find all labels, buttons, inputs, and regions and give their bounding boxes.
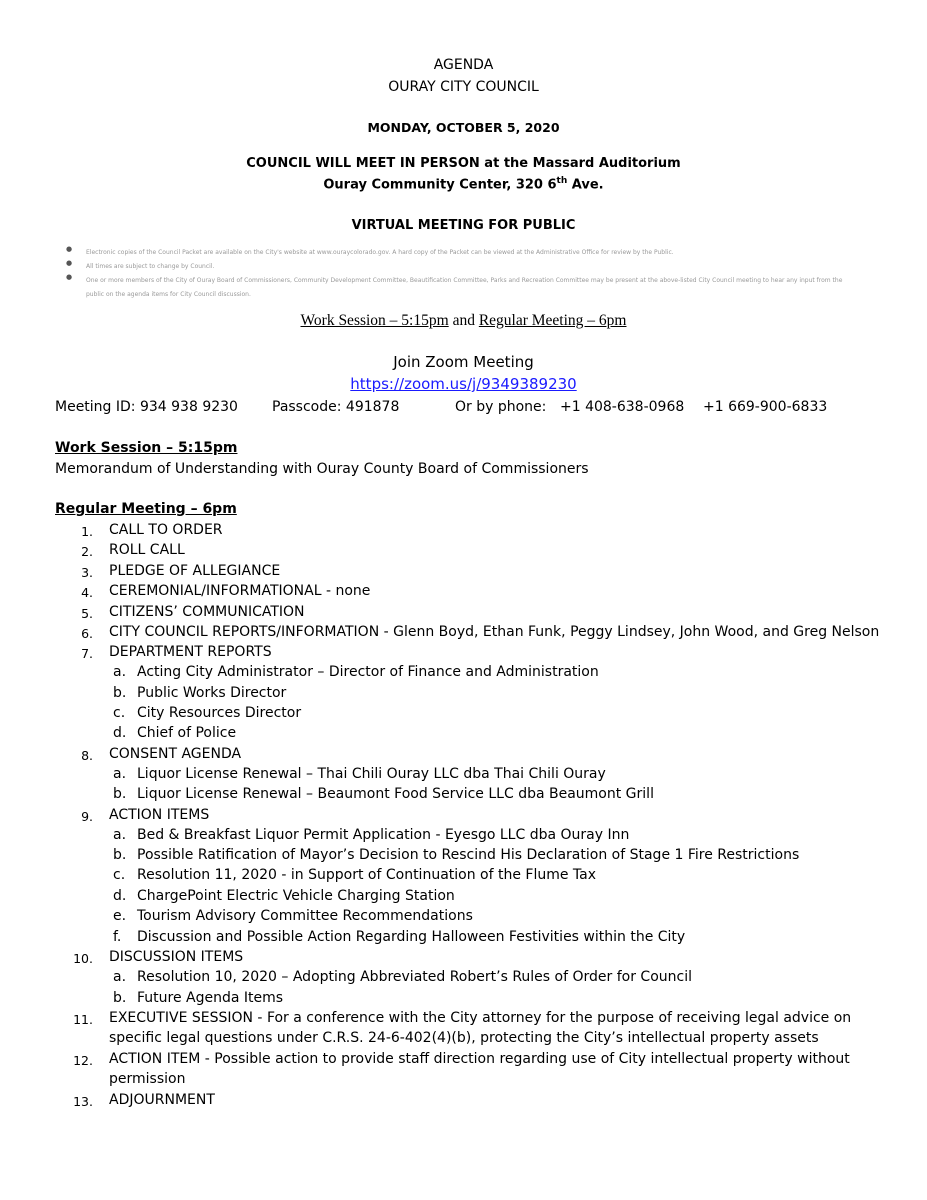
bullet-icon: ● [66,259,73,267]
sub-item: Possible Ratification of Mayor’s Decision to Rescind His Declaration of Stage 1 Fire Restrictions [137,847,800,863]
agenda-item-action-item-ip-cont: permission [109,1071,186,1087]
sub-item: Chief of Police [137,725,237,741]
phone-label: Or by phone: [455,399,547,415]
item-number: 3. [81,565,93,580]
sub-item: Liquor License Renewal – Thai Chili Ouray LLC dba Thai Chili Ouray [137,766,606,782]
sub-item: Acting City Administrator – Director of Finance and Administration [137,664,599,680]
sub-letter: c. [113,705,126,721]
sub-letter: a. [113,827,127,843]
phone-number-1: +1 408-638-0968 [560,399,685,415]
sub-letter: b. [113,685,127,701]
item-number: 2. [81,544,93,559]
sub-item: Resolution 11, 2020 - in Support of Continuation of the Flume Tax [137,867,597,883]
agenda-item-executive-session: EXECUTIVE SESSION - For a conference with the City attorney for the purpose of receiving legal advice on [109,1010,852,1026]
item-number: 1. [81,524,93,539]
sub-item: Public Works Director [137,685,287,701]
passcode: Passcode: 491878 [272,399,400,415]
sub-letter: b. [113,990,127,1006]
sub-letter: e. [113,908,127,924]
agenda-item-discussion: DISCUSSION ITEMS [109,949,244,965]
phone-number-2: +1 669-900-6833 [703,399,828,415]
sub-letter: b. [113,786,127,802]
sub-letter: a. [113,969,127,985]
fine-print-list [62,244,862,300]
sub-item: Liquor License Renewal – Beaumont Food Service LLC dba Beaumont Grill [137,786,654,802]
work-session-heading: Work Session – 5:15pm [55,440,238,456]
virtual-meeting-heading: VIRTUAL MEETING FOR PUBLIC [351,218,576,233]
agenda-item-action-items: ACTION ITEMS [109,807,210,823]
sub-item: Tourism Advisory Committee Recommendations [137,908,473,924]
agenda-item-consent: CONSENT AGENDA [109,746,242,762]
sub-letter: f. [113,929,122,945]
zoom-link-row [0,375,927,393]
sub-item: Bed & Breakfast Liquor Permit Application - Eyesgo LLC dba Ouray Inn [137,827,630,843]
sub-letter: c. [113,867,126,883]
council-title: OURAY CITY COUNCIL [388,79,539,95]
item-number: 9. [81,809,93,824]
work-session-item: Memorandum of Understanding with Ouray County Board of Commissioners [55,461,589,477]
item-number: 5. [81,606,93,621]
agenda-item-council-reports: CITY COUNCIL REPORTS/INFORMATION - Glenn Boyd, Ethan Funk, Peggy Lindsey, John Wood, and Greg Nelson [109,624,880,640]
agenda-item-ceremonial: CEREMONIAL/INFORMATIONAL - none [109,583,371,599]
regular-meeting-heading: Regular Meeting – 6pm [55,501,237,517]
item-number: 11. [73,1012,93,1027]
meeting-id: Meeting ID: 934 938 9230 [55,399,238,415]
agenda-item-department-reports: DEPARTMENT REPORTS [109,644,272,660]
item-number: 12. [73,1053,93,1068]
fine-print-item: ● One or more members of the City of Ouray Board of Commissioners, Community Development Committee, Beautification Committee, Parks and Recreation Committee may be present at the above-listed City Council meeting to hear any input from the public on the agenda items for City Council discussion. [66,273,843,298]
agenda-item-adjournment: ADJOURNMENT [109,1092,215,1108]
sub-item: Future Agenda Items [137,990,284,1006]
item-number: 7. [81,646,93,661]
item-number: 4. [81,585,93,600]
sessions-heading: Work Session – 5:15pm and Regular Meeting – 6pm [300,312,627,329]
sub-item: City Resources Director [137,705,302,721]
sub-letter: a. [113,766,127,782]
sub-letter: a. [113,664,127,680]
sub-letter: b. [113,847,127,863]
sub-item: Resolution 10, 2020 – Adopting Abbreviated Robert’s Rules of Order for Council [137,969,692,985]
location-line-2: Ouray Community Center, 320 6th Ave. [323,176,604,193]
zoom-link[interactable]: https://zoom.us/j/9349389230 [350,375,577,393]
join-zoom-label: Join Zoom Meeting [393,353,534,371]
agenda-item-action-item-ip: ACTION ITEM - Possible action to provide staff direction regarding use of City intellectual property without [109,1051,850,1067]
agenda-item-pledge: PLEDGE OF ALLEGIANCE [109,563,281,579]
sub-item: ChargePoint Electric Vehicle Charging Station [137,888,455,904]
sub-letter: d. [113,888,127,904]
agenda-item-citizens: CITIZENS’ COMMUNICATION [109,604,305,620]
meeting-date: MONDAY, OCTOBER 5, 2020 [367,120,560,135]
agenda-item-executive-session-cont: specific legal questions under C.R.S. 24-6-402(4)(b), protecting the City’s intellectual property assets [109,1030,819,1046]
fine-print-item: ● Electronic copies of the Council Packet are available on the City's website at www.ouraycolorado.gov. A hard copy of the Packet can be viewed at the Administrative Office for review by the Public. [66,245,674,256]
bullet-icon: ● [66,245,73,253]
agenda-title: AGENDA [433,57,494,73]
item-number: 6. [81,626,93,641]
agenda-item-call-to-order: CALL TO ORDER [109,522,223,538]
location-line-1: COUNCIL WILL MEET IN PERSON at the Massard Auditorium [246,156,681,171]
sub-letter: d. [113,725,127,741]
agenda-item-roll-call: ROLL CALL [109,542,185,558]
sub-item: Discussion and Possible Action Regarding Halloween Festivities within the City [137,929,686,945]
item-number: 8. [81,748,93,763]
item-number: 13. [73,1094,93,1109]
fine-print-item: ● All times are subject to change by Council. [66,259,215,270]
item-number: 10. [73,951,93,966]
bullet-icon: ● [66,273,73,281]
